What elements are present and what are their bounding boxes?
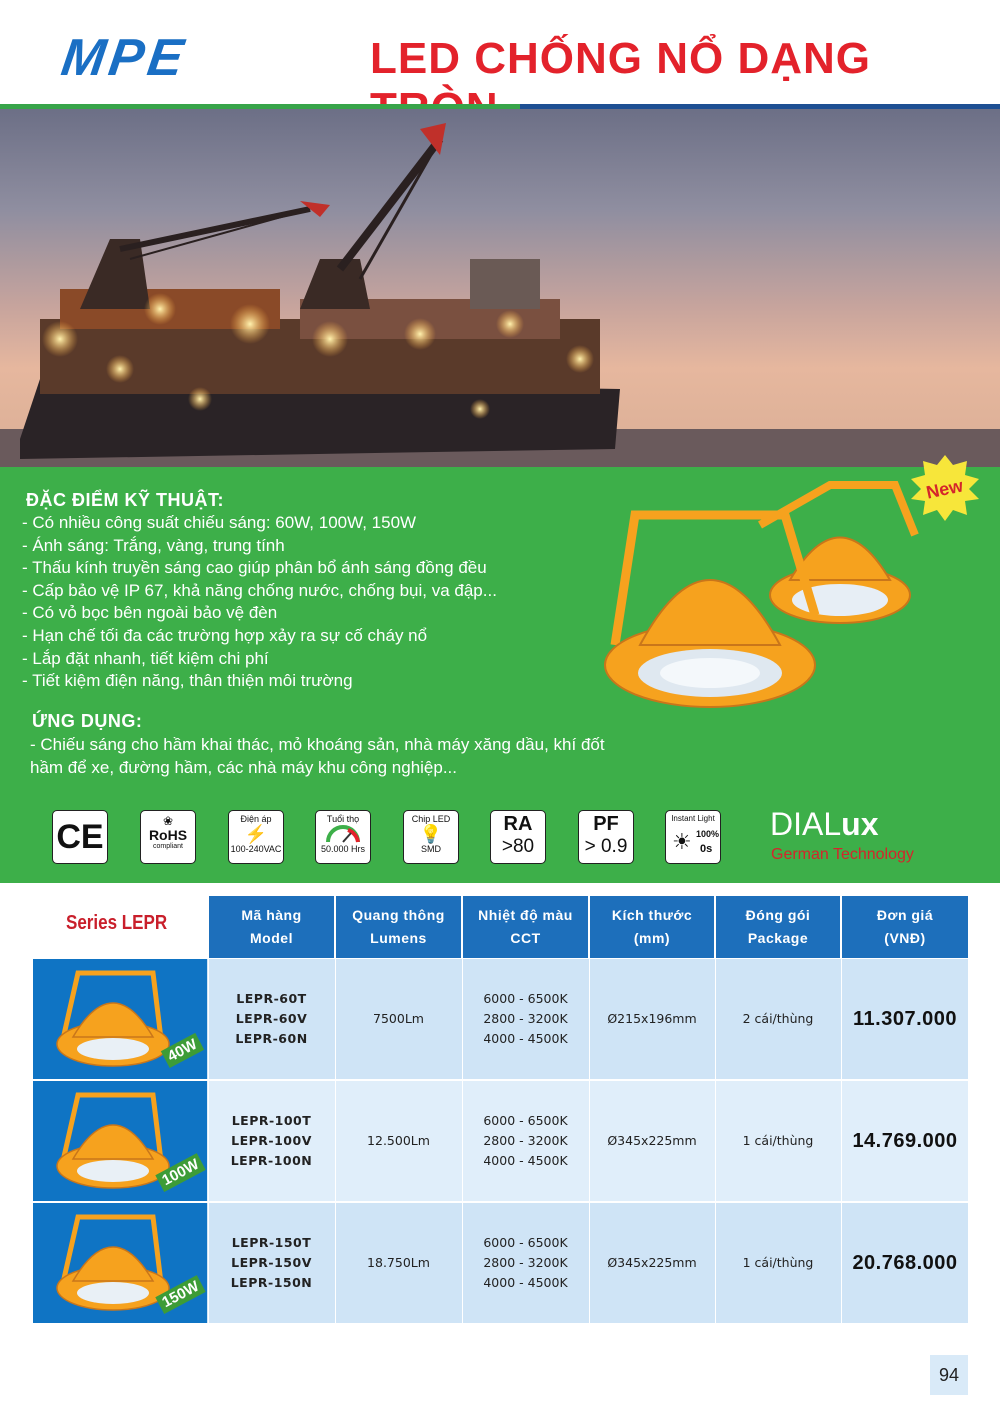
- col-header-model: Mã hàng Model: [209, 896, 334, 958]
- lumens-value: 12.500Lm: [367, 1133, 430, 1148]
- product-thumbnail: [33, 1203, 207, 1323]
- hero-offshore-vessel-image: [0, 109, 1000, 469]
- col-header-size: Kích thước (mm): [590, 896, 714, 958]
- dialux-brand-a: DIAL: [770, 806, 842, 842]
- table-row: [33, 1081, 968, 1201]
- lumens-value: 7500Lm: [373, 1011, 424, 1026]
- dialux-brand-b: ux: [841, 806, 879, 842]
- gauge-icon: [323, 824, 363, 844]
- column-divider: [841, 959, 842, 1323]
- leaf-icon: ❀: [162, 814, 174, 828]
- product-thumbnail: [33, 1081, 207, 1201]
- lumens-value: 18.750Lm: [367, 1255, 430, 1270]
- chip-label: Chip LED: [411, 814, 451, 824]
- ra-badge: [490, 810, 546, 864]
- price-value: 11.307.000: [853, 1008, 957, 1030]
- wattage-label: 40W: [161, 1033, 204, 1068]
- model-codes: LEPR-150T LEPR-150V LEPR-150N: [230, 1235, 313, 1290]
- package-value: 1 cái/thùng: [742, 1255, 814, 1270]
- wattage-label: 150W: [155, 1275, 206, 1314]
- column-divider: [715, 959, 716, 1323]
- instant-light-badge: [665, 810, 721, 864]
- pf-badge: [578, 810, 634, 864]
- feature-item: - Ánh sáng: Trắng, vàng, trung tính: [22, 535, 285, 555]
- column-divider: [208, 959, 209, 1323]
- price-value: 20.768.000: [852, 1252, 958, 1274]
- application-text: [30, 733, 605, 779]
- dialux-logo: [770, 806, 878, 843]
- col-header-cct: Nhiệt độ màu CCT: [463, 896, 588, 958]
- lifetime-value: 50.000 Hrs: [320, 844, 366, 854]
- pf-label: PF: [593, 813, 619, 835]
- lamp-product-image: [595, 455, 995, 715]
- feature-item: - Thấu kính truyền sáng cao giúp phân bổ ánh sáng đồng đều: [22, 558, 487, 578]
- chip-led-badge: [403, 810, 459, 864]
- instant-percent: 100%: [696, 829, 720, 839]
- series-title: Series LEPR: [66, 912, 168, 934]
- size-value: Ø345x225mm: [607, 1255, 697, 1270]
- instant-label: Instant Light: [671, 814, 715, 823]
- table-row: [33, 959, 968, 1079]
- pf-value: > 0.9: [584, 836, 628, 857]
- chip-value: SMD: [421, 844, 441, 854]
- table-row: [33, 1203, 968, 1323]
- feature-item: - Hạn chế tối đa các trường hợp xảy ra sự cố cháy nổ: [22, 625, 428, 645]
- package-value: 2 cái/thùng: [742, 1011, 814, 1026]
- feature-item: - Cấp bảo vệ IP 67, khả năng chống nước, chống bụi, va đập...: [22, 580, 497, 600]
- lightning-icon: ⚡: [244, 824, 268, 844]
- column-divider: [462, 959, 463, 1323]
- sun-icon: ☀: [672, 829, 692, 854]
- product-thumbnail: [33, 959, 207, 1079]
- ra-value: >80: [501, 836, 535, 857]
- feature-item: - Có nhiều công suất chiếu sáng: 60W, 100W, 150W: [22, 513, 417, 532]
- model-codes: LEPR-60T LEPR-60V LEPR-60N: [235, 991, 308, 1046]
- rohs-sub: compliant: [153, 843, 183, 850]
- instant-time: 0s: [700, 843, 713, 855]
- features-list: [22, 512, 497, 693]
- offshore-vessel-illustration: [0, 109, 1000, 469]
- price-value: 14.769.000: [852, 1130, 958, 1152]
- application-heading: ỨNG DỤNG:: [32, 711, 143, 731]
- cct-values: 6000 - 6500K 2800 - 3200K 4000 - 4500K: [483, 1235, 568, 1290]
- cct-values: 6000 - 6500K 2800 - 3200K 4000 - 4500K: [483, 1113, 568, 1168]
- wattage-label: 100W: [155, 1153, 206, 1192]
- voltage-badge: [228, 810, 284, 864]
- feature-item: - Tiết kiệm điện năng, thân thiện môi trường: [22, 671, 353, 691]
- feature-item: - Lắp đặt nhanh, tiết kiệm chi phí: [22, 648, 269, 668]
- mpe-logo: MPE: [57, 29, 191, 87]
- page-number: 94: [930, 1355, 968, 1395]
- features-heading: ĐẶC ĐIỂM KỸ THUẬT:: [26, 490, 224, 510]
- col-header-package: Đóng gói Package: [716, 896, 840, 958]
- dialux-tagline: German Technology: [771, 846, 914, 863]
- new-badge: New: [924, 475, 965, 503]
- col-header-price: Đơn giá (VNĐ): [842, 896, 968, 958]
- package-value: 1 cái/thùng: [742, 1133, 814, 1148]
- rohs-badge: [140, 810, 196, 864]
- ce-badge: [52, 810, 108, 864]
- model-codes: LEPR-100T LEPR-100V LEPR-100N: [230, 1113, 313, 1168]
- col-header-lumens: Quang thông Lumens: [336, 896, 461, 958]
- size-value: Ø345x225mm: [607, 1133, 697, 1148]
- bulb-icon: 💡: [419, 824, 443, 844]
- feature-item: - Có vỏ bọc bên ngoài bảo vệ đèn: [22, 603, 278, 623]
- ce-mark: CE: [56, 818, 104, 856]
- application-line: hầm để xe, đường hầm, các nhà máy khu công nghiệp...: [30, 758, 458, 777]
- voltage-label: Điện áp: [240, 814, 272, 824]
- ra-label: RA: [503, 813, 533, 835]
- cct-values: 6000 - 6500K 2800 - 3200K 4000 - 4500K: [483, 991, 568, 1046]
- page-title: LED CHỐNG NỔ DẠNG: [370, 34, 871, 83]
- rohs-label: RoHS: [148, 827, 188, 843]
- lifetime-label: Tuổi thọ: [326, 814, 360, 824]
- application-line: - Chiếu sáng cho hầm khai thác, mỏ khoáng sản, nhà máy xăng dầu, khí đốt: [30, 735, 605, 754]
- voltage-value: 100-240VAC: [230, 844, 282, 854]
- column-divider: [335, 959, 336, 1323]
- size-value: Ø215x196mm: [607, 1011, 697, 1026]
- lifetime-badge: [315, 810, 371, 864]
- column-divider: [589, 959, 590, 1323]
